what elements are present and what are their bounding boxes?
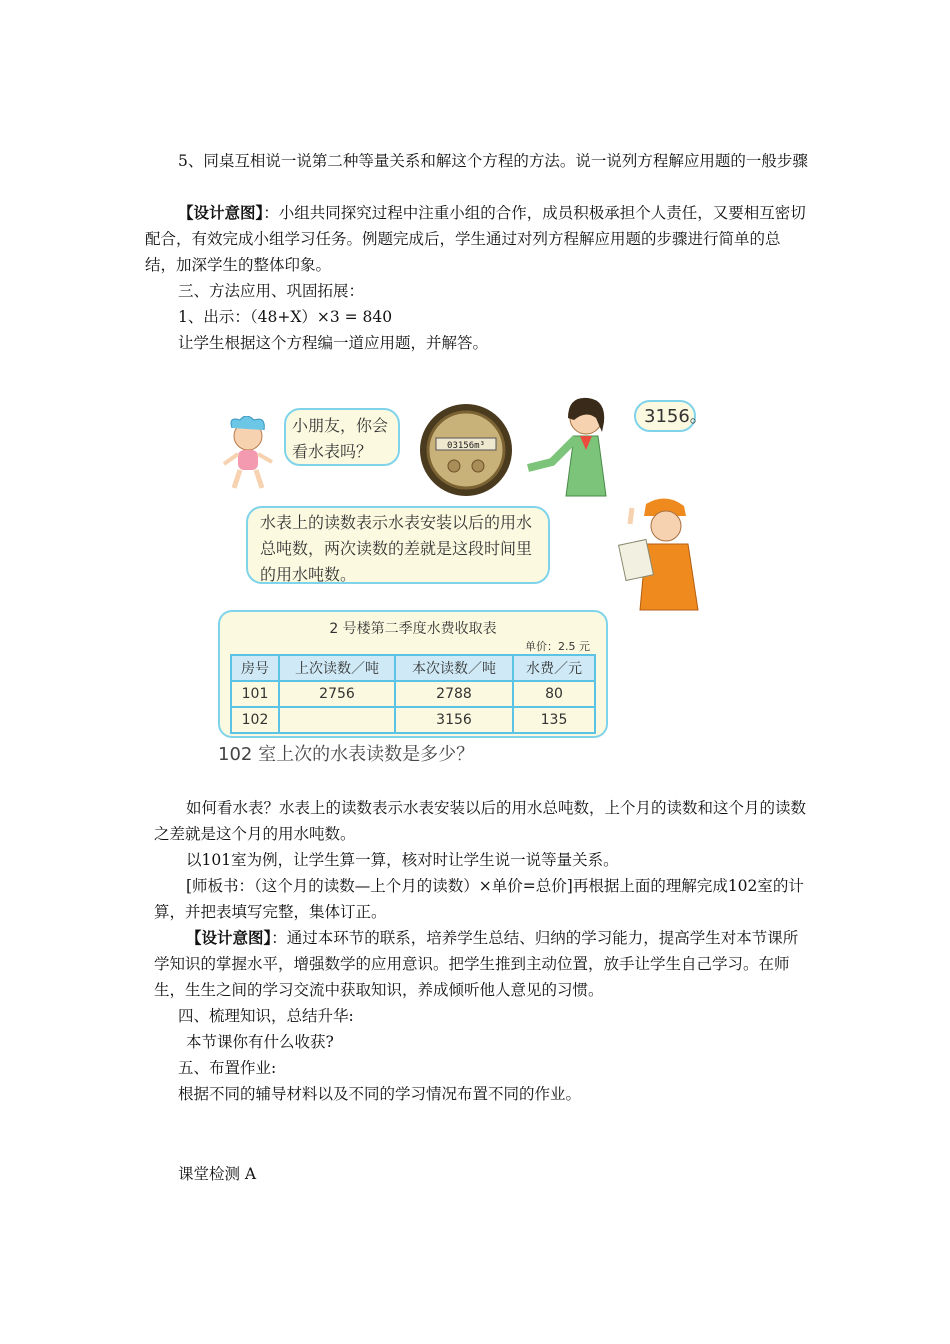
water-fee-table xyxy=(230,654,596,734)
board-paragraph: [师板书：（这个月的读数—上个月的读数）×单价=总价]再根据上面的理解完成102室的计算，并把表填写完整，集体订正。 xyxy=(154,877,804,921)
design-intent-body: ：通过本环节的联系，培养学生总结、归纳的学习能力，提高学生对本节课所学知识的掌握水平，增强数学的应用意识。把学生推到主动位置，放手让学生自己学习。在师生，生生之间的学习交流中获取知识，养成倾听他人意见的习惯。 xyxy=(154,929,799,999)
girl-speech-bubble: 3156。 xyxy=(634,400,696,432)
table-title: 2 号楼第二季度水费收取表 xyxy=(329,621,497,637)
how-to-read-paragraph: 如何看水表？水表上的读数表示水表安装以后的用水总吨数，上个月的读数和这个月的读数之差就是这个月的用水吨数。 xyxy=(154,799,807,843)
design-intent-paragraph-2 xyxy=(154,925,810,1003)
water-meter-icon xyxy=(418,402,514,498)
design-intent-label: 【设计意图】 xyxy=(186,928,272,947)
meter-reading: 03156m³ xyxy=(447,441,485,451)
unit-price: 单价：2.5 元 xyxy=(525,640,590,653)
girl-figure xyxy=(522,392,632,502)
header-current-reading: 本次读数／吨 xyxy=(395,655,513,681)
table-row xyxy=(231,707,595,733)
kid-speech-bubble: 小朋友，你会看水表吗？ xyxy=(284,408,400,466)
step5-paragraph: 5、同桌互相说一说第二种等量关系和解这个方程的方法。说一说列方程解应用题的一般步骤 xyxy=(178,152,808,170)
section5-heading: 五、布置作业: xyxy=(178,1059,277,1077)
design-intent-paragraph-1 xyxy=(145,200,810,278)
harvest-question: 本节课你有什么收获? xyxy=(186,1033,334,1051)
header-fee: 水费／元 xyxy=(513,655,595,681)
header-last-reading: 上次读数／吨 xyxy=(279,655,395,681)
water-meter-illustration xyxy=(210,386,710,772)
table-cell: 2788 xyxy=(395,681,513,707)
homework-text: 根据不同的辅导材料以及不同的学习情况布置不同的作业。 xyxy=(178,1085,582,1103)
table-question: 102 室上次的水表读数是多少？ xyxy=(218,744,475,765)
table-cell: 135 xyxy=(513,707,595,733)
design-intent-body: ：小组共同探究过程中注重小组的合作，成员积极承担个人责任，又要相互密切配合，有效完成小组学习任务。例题完成后，学生通过对列方程解应用题的步骤进行简单的总结，加深学生的整体印象。 xyxy=(145,204,806,274)
item1-equation: 1、出示：（48+X）×3 = 840 xyxy=(178,308,393,326)
table-cell xyxy=(279,707,395,733)
worker-figure xyxy=(606,494,706,612)
table-cell: 101 xyxy=(231,681,279,707)
quiz-heading: 课堂检测 A xyxy=(178,1165,257,1183)
water-fee-table-panel xyxy=(218,610,608,738)
table-cell: 80 xyxy=(513,681,595,707)
section4-heading: 四、梳理知识，总结升华: xyxy=(178,1007,354,1025)
item1-description: 让学生根据这个方程编一道应用题，并解答。 xyxy=(178,334,489,352)
kid-figure xyxy=(218,416,278,494)
design-intent-label: 【设计意图】 xyxy=(178,203,264,222)
section3-heading: 三、方法应用、巩固拓展： xyxy=(178,282,365,300)
room101-paragraph: 以101室为例，让学生算一算，核对时让学生说一说等量关系。 xyxy=(186,851,619,869)
table-row xyxy=(231,681,595,707)
worker-speech-bubble: 水表上的读数表示水表安装以后的用水总吨数，两次读数的差就是这段时间里的用水吨数。 xyxy=(246,506,550,584)
table-cell: 3156 xyxy=(395,707,513,733)
table-cell: 2756 xyxy=(279,681,395,707)
table-header-row xyxy=(231,655,595,681)
table-cell: 102 xyxy=(231,707,279,733)
header-room: 房号 xyxy=(231,655,279,681)
